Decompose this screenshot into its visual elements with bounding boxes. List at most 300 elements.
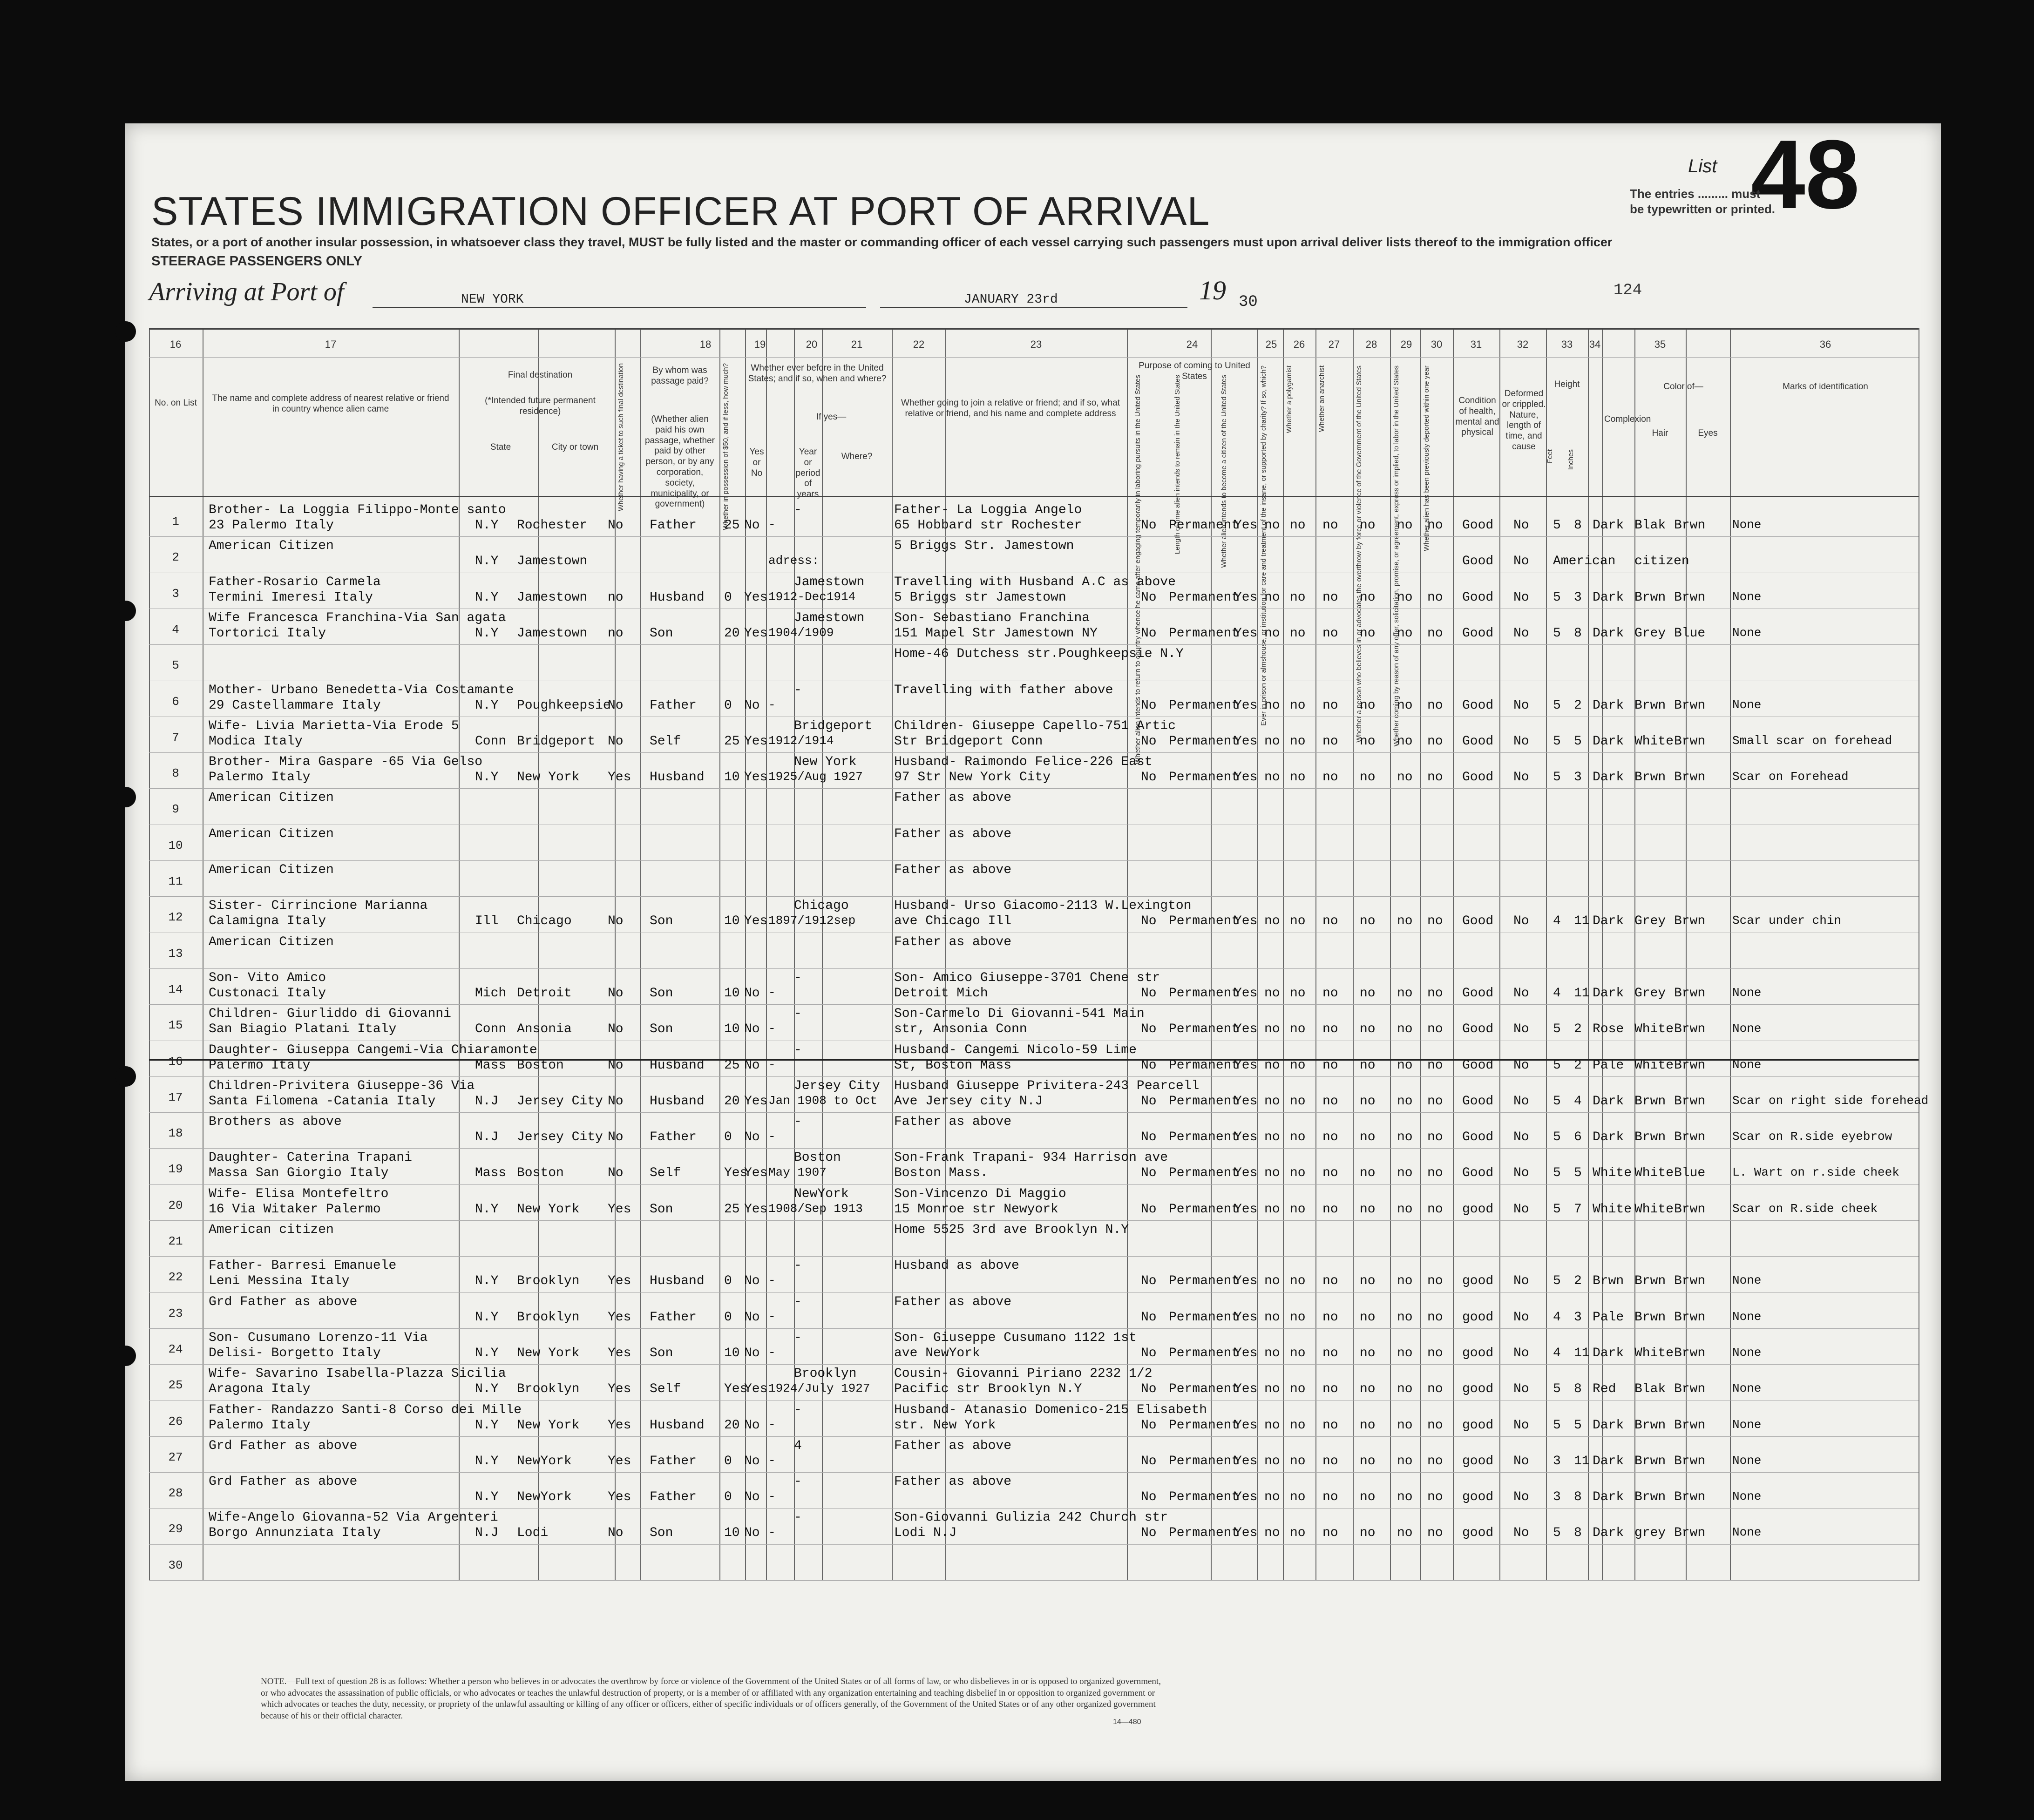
dest-city: Boston — [517, 1058, 564, 1073]
deported-value: no — [1427, 1526, 1443, 1541]
joining-line-2: Str Bridgeport Conn — [894, 734, 1043, 749]
marks-value: None — [1732, 697, 1762, 712]
year-prefix: 19 — [1199, 275, 1226, 305]
eyes-value: Brwn — [1674, 986, 1706, 1001]
header-passage-note: (Whether alien paid his own passage, whether paid by other person, or by any corporation, society, municipality, or government) — [645, 414, 715, 509]
deformed-value: No — [1513, 1490, 1529, 1505]
height-inches: 5 — [1574, 1418, 1582, 1433]
dest-state: N.Y — [475, 770, 499, 785]
punch-hole-1 — [115, 321, 136, 342]
dest-city: Poughkeepsie — [517, 698, 611, 713]
previous-period: New York — [794, 755, 857, 770]
relative-line-1: Wife- Elisa Montefeltro — [209, 1186, 389, 1201]
height-inches: 2 — [1574, 1058, 1582, 1073]
previous-yes-no: Yes — [744, 1202, 768, 1217]
column-number: 35 — [1654, 338, 1666, 350]
relative-line-1: Grd Father as above — [209, 1294, 358, 1309]
joining-line-2: 15 Monroe str Newyork — [894, 1202, 1058, 1217]
health-value: good — [1462, 1202, 1494, 1217]
health-value: good — [1462, 1310, 1494, 1325]
relative-line-1: Grd Father as above — [209, 1475, 358, 1489]
become-citizen: Yes — [1234, 1310, 1258, 1325]
health-value: Good — [1462, 1022, 1494, 1037]
height-feet: American — [1553, 554, 1616, 569]
previous-where: - — [768, 1309, 776, 1324]
marks-value: L. Wart on r.side cheek — [1732, 1165, 1899, 1180]
q28-value: no — [1360, 518, 1376, 533]
row-number: 25 — [168, 1378, 183, 1393]
previous-yes-no: Yes — [744, 1166, 768, 1181]
column-number: 34 — [1589, 338, 1601, 350]
anarchist-value: no — [1322, 770, 1338, 785]
column-number: 27 — [1328, 338, 1340, 350]
complexion-value: Dark — [1593, 1346, 1624, 1360]
previous-period: - — [794, 970, 802, 985]
joining-line-2: Boston Mass. — [894, 1166, 988, 1181]
joining-line-2: 65 Hobbard str Rochester — [894, 518, 1082, 533]
become-citizen: Yes — [1234, 518, 1258, 533]
become-citizen: Yes — [1234, 1166, 1258, 1181]
column-rule — [1499, 328, 1500, 1581]
column-rule — [1546, 328, 1547, 1581]
become-citizen: Yes — [1234, 770, 1258, 785]
subtitle-line-2: STEERAGE PASSENGERS ONLY — [151, 254, 362, 269]
eyes-value: Brwn — [1674, 1130, 1706, 1145]
previous-yes-no: No — [744, 698, 760, 713]
height-feet: 5 — [1553, 1418, 1561, 1433]
column-rule — [640, 328, 641, 1581]
paid-by-value: Father — [650, 1310, 697, 1325]
eyes-value: Brwn — [1674, 1490, 1706, 1505]
q28-value: no — [1360, 1094, 1376, 1109]
dest-city: New York — [517, 1346, 580, 1360]
header-where: Where? — [841, 452, 873, 461]
row-number: 11 — [168, 874, 183, 888]
joining-line-2: ave NewYork — [894, 1346, 980, 1360]
row-strikeout — [149, 1059, 1919, 1061]
intends-return: No — [1141, 1166, 1157, 1181]
row-rule — [149, 752, 1919, 753]
become-citizen: Yes — [1234, 986, 1258, 1001]
height-inches: 2 — [1574, 1274, 1582, 1289]
joining-line-1: Husband Giuseppe Privitera-243 Pearcell — [894, 1078, 1200, 1093]
length-of-stay: Permanent — [1169, 1166, 1240, 1181]
health-value: Good — [1462, 1130, 1494, 1145]
previous-period: - — [794, 683, 802, 697]
dest-state: Mass — [475, 1166, 507, 1181]
become-citizen: Yes — [1234, 734, 1258, 749]
relative-line-1: Children- Giurliddo di Giovanni — [209, 1007, 451, 1022]
list-number: 48 — [1751, 120, 1860, 229]
health-value: Good — [1462, 1058, 1494, 1073]
q29-value: no — [1397, 1310, 1413, 1325]
length-of-stay: Permanent — [1169, 1094, 1240, 1109]
joining-line-1: Husband- Atanasio Domenico-215 Elisabeth — [894, 1402, 1207, 1417]
previous-where: Jan 1908 to Oct — [768, 1093, 878, 1108]
column-number: 29 — [1400, 338, 1412, 350]
q28-value: no — [1360, 770, 1376, 785]
polygamist-value: no — [1290, 1382, 1306, 1397]
dest-state: N.Y — [475, 554, 499, 569]
polygamist-value: no — [1290, 734, 1306, 749]
q28-value: no — [1360, 1382, 1376, 1397]
paid-by-value: Father — [650, 1454, 697, 1468]
q28-value: no — [1360, 698, 1376, 713]
previous-period: Jersey City — [794, 1078, 880, 1093]
height-feet: 5 — [1553, 734, 1561, 749]
column-rule — [1353, 328, 1354, 1581]
previous-where: May 1907 — [768, 1165, 827, 1180]
header-final-destination: Final destination — [508, 370, 573, 380]
polygamist-value: no — [1290, 770, 1306, 785]
ticket-value: No — [608, 1166, 624, 1181]
intends-return: No — [1141, 518, 1157, 533]
prison-value: no — [1264, 1490, 1280, 1505]
paid-by-value: Father — [650, 1130, 697, 1145]
hair-value: Grey — [1634, 626, 1666, 641]
q28-value: no — [1360, 1310, 1376, 1325]
ticket-value: No — [608, 734, 624, 749]
polygamist-value: no — [1290, 1202, 1306, 1217]
previous-where: - — [768, 697, 776, 712]
row-rule — [149, 1112, 1919, 1113]
anarchist-value: no — [1322, 1022, 1338, 1037]
column-rule — [149, 328, 150, 1581]
header-inches: Inches — [1567, 449, 1575, 470]
relative-line-2: Modica Italy — [209, 734, 303, 749]
eyes-value: Brwn — [1674, 518, 1706, 533]
dest-city: Jamestown — [517, 626, 588, 641]
previous-period: Bridgeport — [794, 718, 873, 733]
q28-value: no — [1360, 1130, 1376, 1145]
ticket-value: No — [608, 518, 624, 533]
manifest-table — [149, 328, 1929, 1581]
row-number: 12 — [168, 910, 183, 925]
deformed-value: No — [1513, 590, 1529, 605]
marks-value: Small scar on forehead — [1732, 733, 1892, 748]
dest-city: Jersey City — [517, 1130, 603, 1145]
height-feet: 5 — [1553, 1166, 1561, 1181]
q28-value: no — [1360, 590, 1376, 605]
joining-line-2: ave Chicago Ill — [894, 914, 1012, 929]
dest-state: N.Y — [475, 1202, 499, 1217]
row-number: 1 — [172, 514, 179, 528]
hair-value: White — [1634, 1346, 1674, 1360]
previous-where: - — [768, 1022, 776, 1036]
deported-value: no — [1427, 1382, 1443, 1397]
become-citizen: Yes — [1234, 1130, 1258, 1145]
health-value: Good — [1462, 1094, 1494, 1109]
header-purpose-a: Whether alien intends to return to country whence he came after engaging temporarily in laboring pursuits in the United States — [1134, 375, 1142, 765]
polygamist-value: no — [1290, 914, 1306, 929]
deported-value: no — [1427, 1202, 1443, 1217]
row-rule — [149, 1076, 1919, 1077]
ticket-value: no — [608, 626, 624, 641]
health-value: good — [1462, 1526, 1494, 1541]
hair-value: Blak — [1634, 1382, 1666, 1397]
previous-period: - — [794, 1402, 802, 1417]
q29-value: no — [1397, 986, 1413, 1001]
joining-line-1: Cousin- Giovanni Piriano 2232 1/2 — [894, 1367, 1153, 1381]
anarchist-value: no — [1322, 1454, 1338, 1468]
previous-where: - — [768, 1130, 776, 1144]
money-value: 0 — [724, 698, 732, 713]
date-underline — [880, 307, 1187, 308]
previous-where: - — [768, 1489, 776, 1504]
ticket-value: No — [608, 986, 624, 1001]
prison-value: no — [1264, 734, 1280, 749]
header-ticket: Whether having a ticket to such final destination — [617, 363, 625, 511]
dest-state: N.Y — [475, 518, 499, 533]
dest-state: N.Y — [475, 1382, 499, 1397]
prison-value: no — [1264, 986, 1280, 1001]
deported-value: no — [1427, 1058, 1443, 1073]
eyes-value: Brwn — [1674, 1310, 1706, 1325]
length-of-stay: Permanent — [1169, 1202, 1240, 1217]
previous-period: Brooklyn — [794, 1367, 857, 1381]
intends-return: No — [1141, 1418, 1157, 1433]
relative-line-1: Wife Francesca Franchina-Via San agata — [209, 610, 506, 625]
eyes-value: Brwn — [1674, 770, 1706, 785]
header-marks: Marks of identification — [1783, 382, 1868, 392]
deported-value: no — [1427, 1454, 1443, 1468]
intends-return: No — [1141, 1058, 1157, 1073]
dest-city: Lodi — [517, 1526, 549, 1541]
intends-return: No — [1141, 1526, 1157, 1541]
height-inches: 3 — [1574, 1310, 1582, 1325]
hair-value: Brwn — [1634, 1418, 1666, 1433]
marks-value: Scar on Forehead — [1732, 770, 1849, 784]
height-inches: 8 — [1574, 1526, 1582, 1541]
ticket-value: Yes — [608, 1346, 631, 1360]
relative-line-2: Delisi- Borgetto Italy — [209, 1346, 381, 1360]
intends-return: No — [1141, 734, 1157, 749]
length-of-stay: Permanent — [1169, 986, 1240, 1001]
dest-state: N.Y — [475, 698, 499, 713]
height-inches: 8 — [1574, 1382, 1582, 1397]
anarchist-value: no — [1322, 734, 1338, 749]
q29-value: no — [1397, 1418, 1413, 1433]
prison-value: no — [1264, 1310, 1280, 1325]
deported-value: no — [1427, 1346, 1443, 1360]
joining-line-2: Lodi N.J — [894, 1526, 957, 1541]
intends-return: No — [1141, 1346, 1157, 1360]
hair-value: Brwn — [1634, 1094, 1666, 1109]
column-number: 33 — [1561, 338, 1573, 350]
become-citizen: Yes — [1234, 1346, 1258, 1360]
hair-value: White — [1634, 1202, 1674, 1217]
money-value: 25 — [724, 1202, 740, 1217]
header-purpose: Purpose of coming to United States — [1139, 361, 1250, 381]
complexion-value: Dark — [1593, 734, 1624, 749]
column-rule — [1420, 328, 1421, 1581]
hair-value: Brwn — [1634, 698, 1666, 713]
q29-value: no — [1397, 770, 1413, 785]
dest-state: N.J — [475, 1094, 499, 1109]
ticket-value: Yes — [608, 1382, 631, 1397]
length-of-stay: Permanent — [1169, 1130, 1240, 1145]
dest-city: Rochester — [517, 518, 588, 533]
hair-value: Brwn — [1634, 1130, 1666, 1145]
dest-state: N.Y — [475, 1346, 499, 1360]
q29-value: no — [1397, 1526, 1413, 1541]
header-feet: Feet — [1546, 449, 1554, 464]
q29-value: no — [1397, 518, 1413, 533]
hair-value: Blak — [1634, 518, 1666, 533]
joining-line-1: Son- Amico Giuseppe-3701 Chene str — [894, 970, 1160, 985]
relative-line-1: American citizen — [209, 1223, 334, 1237]
deported-value: no — [1427, 734, 1443, 749]
deformed-value: No — [1513, 1526, 1529, 1541]
dest-city: Jamestown — [517, 554, 588, 569]
column-number: 32 — [1517, 338, 1529, 350]
deformed-value: No — [1513, 626, 1529, 641]
previous-yes-no: No — [744, 1274, 760, 1289]
polygamist-value: no — [1290, 1346, 1306, 1360]
height-inches: 2 — [1574, 698, 1582, 713]
joining-line-2: St, Boston Mass — [894, 1058, 1012, 1073]
joining-line-2: str, Ansonia Conn — [894, 1022, 1027, 1037]
paid-by-value: Husband — [650, 1274, 705, 1289]
joining-line-1: Father as above — [894, 934, 1012, 949]
row-rule — [149, 1220, 1919, 1221]
header-previous-visit: Whether ever before in the United States; and if so, when and where? — [748, 363, 887, 384]
ticket-value: Yes — [608, 1490, 631, 1505]
row-rule — [149, 1364, 1919, 1365]
relative-line-1: Father- Randazzo Santi-8 Corso dei Mille — [209, 1402, 522, 1417]
header-hair: Hair — [1652, 428, 1668, 438]
become-citizen: Yes — [1234, 590, 1258, 605]
health-value: good — [1462, 1346, 1494, 1360]
marks-value: Scar on right side forehead — [1732, 1093, 1929, 1108]
height-inches: 7 — [1574, 1202, 1582, 1217]
complexion-value: Dark — [1593, 1526, 1624, 1541]
ticket-value: no — [608, 590, 624, 605]
eyes-value: Brwn — [1674, 1094, 1706, 1109]
deformed-value: No — [1513, 986, 1529, 1001]
header-prison: Ever in prison or almshouse, or institution for care and treatment of the insane, or supported by charity? If so, which? — [1260, 365, 1268, 726]
previous-yes-no: No — [744, 986, 760, 1001]
eyes-value: Brwn — [1674, 914, 1706, 929]
footnote: NOTE.—Full text of question 28 is as follows: Whether a person who believes in or advocates the overthrow by force or violence of the Government of the United States or of all forms of law, or who disbelieves in or is opposed to organized government, or who advocates the assassination of public officials, or who advocates or teaches the unlawful destruction of property, or is a member of or affiliated with any organization entertaining and teaching disbelief in or opposition to organized government or which advocates or teaches the duty, necessity, or propriety of the unlawful assaulting or killing of any officer or officers, either of specific individuals or of officers generally, of the Government of the United States or of any other organized government because of his or their official character. — [261, 1677, 1161, 1721]
dest-city: Brooklyn — [517, 1310, 580, 1325]
previous-yes-no: No — [744, 1022, 760, 1037]
intends-return: No — [1141, 1454, 1157, 1468]
row-number: 27 — [168, 1450, 183, 1464]
eyes-value: Brwn — [1674, 1058, 1706, 1073]
hair-value: White — [1634, 1022, 1674, 1037]
header-yes-no: Yes or No — [749, 447, 764, 478]
joining-line-1: Home-46 Dutchess str.Poughkeepsie N.Y — [894, 647, 1184, 662]
joining-line-2: 97 Str New York City — [894, 770, 1051, 785]
joining-line-1: Father as above — [894, 826, 1012, 841]
deported-value: no — [1427, 590, 1443, 605]
eyes-value: Brwn — [1674, 1274, 1706, 1289]
row-number: 30 — [168, 1558, 183, 1572]
eyes-value: Blue — [1674, 1166, 1706, 1181]
relative-line-2: 23 Palermo Italy — [209, 518, 334, 533]
relative-line-1: Daughter- Caterina Trapani — [209, 1150, 412, 1165]
relative-line-1: American Citizen — [209, 934, 334, 949]
relative-line-1: American Citizen — [209, 791, 334, 805]
polygamist-value: no — [1290, 590, 1306, 605]
marks-value: Scar on R.side cheek — [1732, 1201, 1878, 1216]
relative-line-1: Son- Vito Amico — [209, 970, 326, 985]
q29-value: no — [1397, 1382, 1413, 1397]
polygamist-value: no — [1290, 1130, 1306, 1145]
dest-state: N.Y — [475, 1454, 499, 1468]
column-number: 17 — [325, 338, 337, 350]
header-color: Color of— — [1663, 382, 1703, 392]
relative-line-2: Palermo Italy — [209, 1418, 311, 1433]
joining-line-1: 5 Briggs Str. Jamestown — [894, 539, 1074, 554]
polygamist-value: no — [1290, 1526, 1306, 1541]
row-rule — [149, 536, 1919, 537]
previous-where: - — [768, 1345, 776, 1360]
column-number: 31 — [1470, 338, 1482, 350]
prison-value: no — [1264, 1130, 1280, 1145]
prison-value: no — [1264, 770, 1280, 785]
row-rule — [149, 1004, 1919, 1005]
money-value: 20 — [724, 626, 740, 641]
money-value: 20 — [724, 1418, 740, 1433]
deformed-value: No — [1513, 1058, 1529, 1073]
previous-period: - — [794, 1007, 802, 1022]
prison-value: no — [1264, 626, 1280, 641]
length-of-stay: Permanent — [1169, 1526, 1240, 1541]
port-underline — [373, 307, 866, 308]
eyes-value: Blue — [1674, 626, 1706, 641]
deported-value: no — [1427, 1166, 1443, 1181]
prison-value: no — [1264, 1418, 1280, 1433]
previous-yes-no: No — [744, 1454, 760, 1468]
hair-value: citizen — [1634, 554, 1689, 569]
height-feet: 5 — [1553, 626, 1561, 641]
column-number-rule — [149, 357, 1919, 358]
paid-by-value: Son — [650, 1346, 673, 1360]
ticket-value: Yes — [608, 1310, 631, 1325]
dest-state: N.J — [475, 1526, 499, 1541]
column-number: 25 — [1265, 338, 1277, 350]
q29-value: no — [1397, 590, 1413, 605]
row-number: 8 — [172, 766, 179, 781]
previous-period: Jamestown — [794, 610, 865, 625]
column-rule — [1390, 328, 1391, 1581]
entries-note-line-1: The entries ......... must — [1630, 187, 1761, 201]
height-inches: 11 — [1574, 1346, 1590, 1360]
paid-by-value: Husband — [650, 1418, 705, 1433]
intends-return: No — [1141, 1202, 1157, 1217]
health-value: Good — [1462, 698, 1494, 713]
joining-line-1: Father as above — [894, 1475, 1012, 1489]
q28-value: no — [1360, 1346, 1376, 1360]
hair-value: grey — [1634, 1526, 1666, 1541]
length-of-stay: Permanent — [1169, 1310, 1240, 1325]
dest-city: Brooklyn — [517, 1382, 580, 1397]
relative-line-1: Wife- Livia Marietta-Via Erode 5 — [209, 718, 459, 733]
previous-period: - — [794, 1510, 802, 1525]
subtitle-line-1: States, or a port of another insular possession, in whatsoever class they travel, MUST be fully listed and the master or commanding officer of each vessel carrying such passengers must upon arrival deliver lists thereof to the immigration officer — [151, 235, 1613, 249]
q29-value: no — [1397, 914, 1413, 929]
row-rule — [149, 644, 1919, 645]
deported-value: no — [1427, 1094, 1443, 1109]
anarchist-value: no — [1322, 986, 1338, 1001]
row-number: 18 — [168, 1126, 183, 1141]
previous-period: - — [794, 1475, 802, 1489]
height-inches: 11 — [1574, 914, 1590, 929]
dest-state: N.Y — [475, 626, 499, 641]
ticket-value: No — [608, 1022, 624, 1037]
